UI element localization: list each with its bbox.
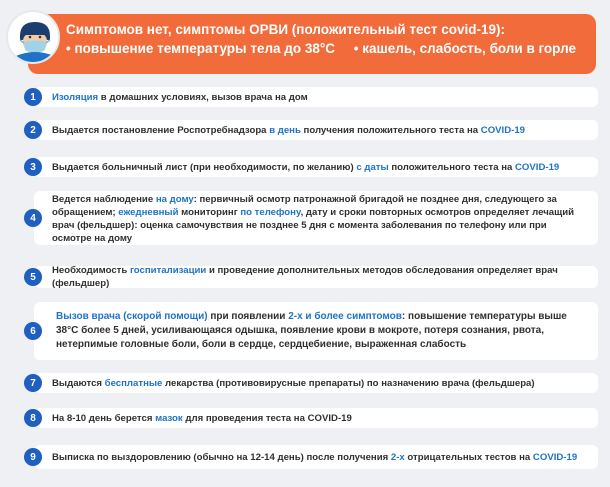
step-text-part: получения положительного теста на: [300, 124, 481, 136]
step-text-part: Выписка по выздоровлению (обычно на 12-14 день) после получения: [52, 451, 391, 463]
step-highlight: COVID-19: [532, 451, 578, 463]
step-highlight: с даты: [356, 161, 389, 173]
step-text-part: Ведется наблюдение: [52, 194, 156, 205]
step-text-part: Необходимость: [52, 265, 130, 276]
step-highlight: COVID-19: [480, 124, 526, 136]
step-row-1: [34, 87, 598, 107]
header-symptom-temperature: • повышение температуры тела до 38°С: [66, 41, 336, 56]
step-text-part: : первичный осмотр патронажной бригадой не позднее дня, следующего за обращением;: [52, 194, 557, 218]
step-text-part: , дату и сроки повторных осмотров определяет лечащий врач (фельдшер): оценка самочувствия не позднее 5 дня с момента заболевания по телефону или при осмотре на дому: [52, 207, 574, 244]
step-text-part: лекарства (противовирусные препараты) по назначению врача (фельдшера): [162, 377, 535, 389]
step-text-8: [52, 412, 352, 425]
step-number-4: 4: [24, 209, 42, 227]
step-row-4: [34, 191, 598, 245]
step-row-5: [34, 266, 598, 288]
step-text-part: в домашних условиях, вызов врача на дом: [98, 91, 308, 103]
step-number-3: 3: [24, 158, 42, 176]
step-row-7: [34, 373, 598, 393]
step-text-2: [52, 124, 525, 137]
step-highlight: бесплатные: [104, 377, 163, 389]
step-number-7: 7: [24, 374, 42, 392]
step-text-part: Выдается больничный лист (при необходимости, по желанию): [52, 161, 357, 173]
masked-person-icon: [6, 10, 60, 64]
step-text-6: [56, 310, 588, 352]
step-number-9: 9: [24, 448, 42, 466]
step-highlight: мазок: [155, 412, 183, 424]
step-number-8: 8: [24, 409, 42, 427]
step-text-part: мониторинг: [178, 207, 241, 218]
step-highlight: 2-х: [390, 451, 405, 463]
step-text-1: [52, 91, 308, 104]
step-text-7: [52, 377, 535, 390]
step-row-2: [34, 120, 598, 140]
step-text-part: : повышение температуры выше 38°С более 5 дней, усиливающаяся одышка, появление крови в мокроте, потеря сознания, рвота, нетерпимые головные боли, боли в сердце, сердцебиение, выраженная слабость: [56, 311, 567, 350]
step-text-9: [52, 451, 577, 464]
step-number-2: 2: [24, 121, 42, 139]
step-text-part: На 8-10 день берется: [52, 412, 156, 424]
step-number-1: 1: [24, 88, 42, 106]
step-highlight: на дому: [155, 194, 194, 205]
step-text-part: Выдается постановление Роспотребнадзора: [52, 124, 270, 136]
header-symptoms: [66, 39, 584, 59]
header-title: Симптомов нет, симптомы ОРВИ (положительный тест covid-19):: [66, 22, 506, 37]
step-text-5: [52, 264, 588, 290]
step-text-part: при появлении: [207, 311, 289, 322]
step-highlight: госпитализации: [129, 265, 207, 276]
step-text-4: [52, 193, 588, 245]
step-highlight: COVID-19: [515, 161, 560, 173]
step-highlight: по телефону: [240, 207, 301, 218]
step-highlight: ежедневный: [118, 207, 179, 218]
step-text-part: Выдаются: [52, 377, 105, 389]
step-row-3: [34, 157, 598, 177]
step-highlight: Изоляция: [52, 91, 99, 103]
step-text-3: [52, 161, 559, 174]
step-text-part: для проведения теста на COVID-19: [182, 412, 352, 424]
step-text-part: отрицательных тестов на: [404, 451, 533, 463]
header-symptom-cough: • кашель, слабость, боли в горле: [353, 41, 576, 56]
step-row-6: [34, 302, 598, 360]
header-banner: [28, 14, 596, 74]
step-highlight: в день: [269, 124, 301, 136]
step-text-part: положительного теста на: [388, 161, 515, 173]
step-row-9: [34, 445, 598, 469]
step-row-8: [34, 408, 598, 428]
step-text-part: и проведение дополнительных методов обследования определяет врач (фельдшер): [52, 265, 558, 289]
step-number-5: 5: [24, 268, 42, 286]
step-highlight: 2-х и более симптомов: [288, 311, 402, 322]
step-number-6: 6: [24, 322, 42, 340]
step-highlight: Вызов врача (скорой помощи): [56, 311, 208, 322]
